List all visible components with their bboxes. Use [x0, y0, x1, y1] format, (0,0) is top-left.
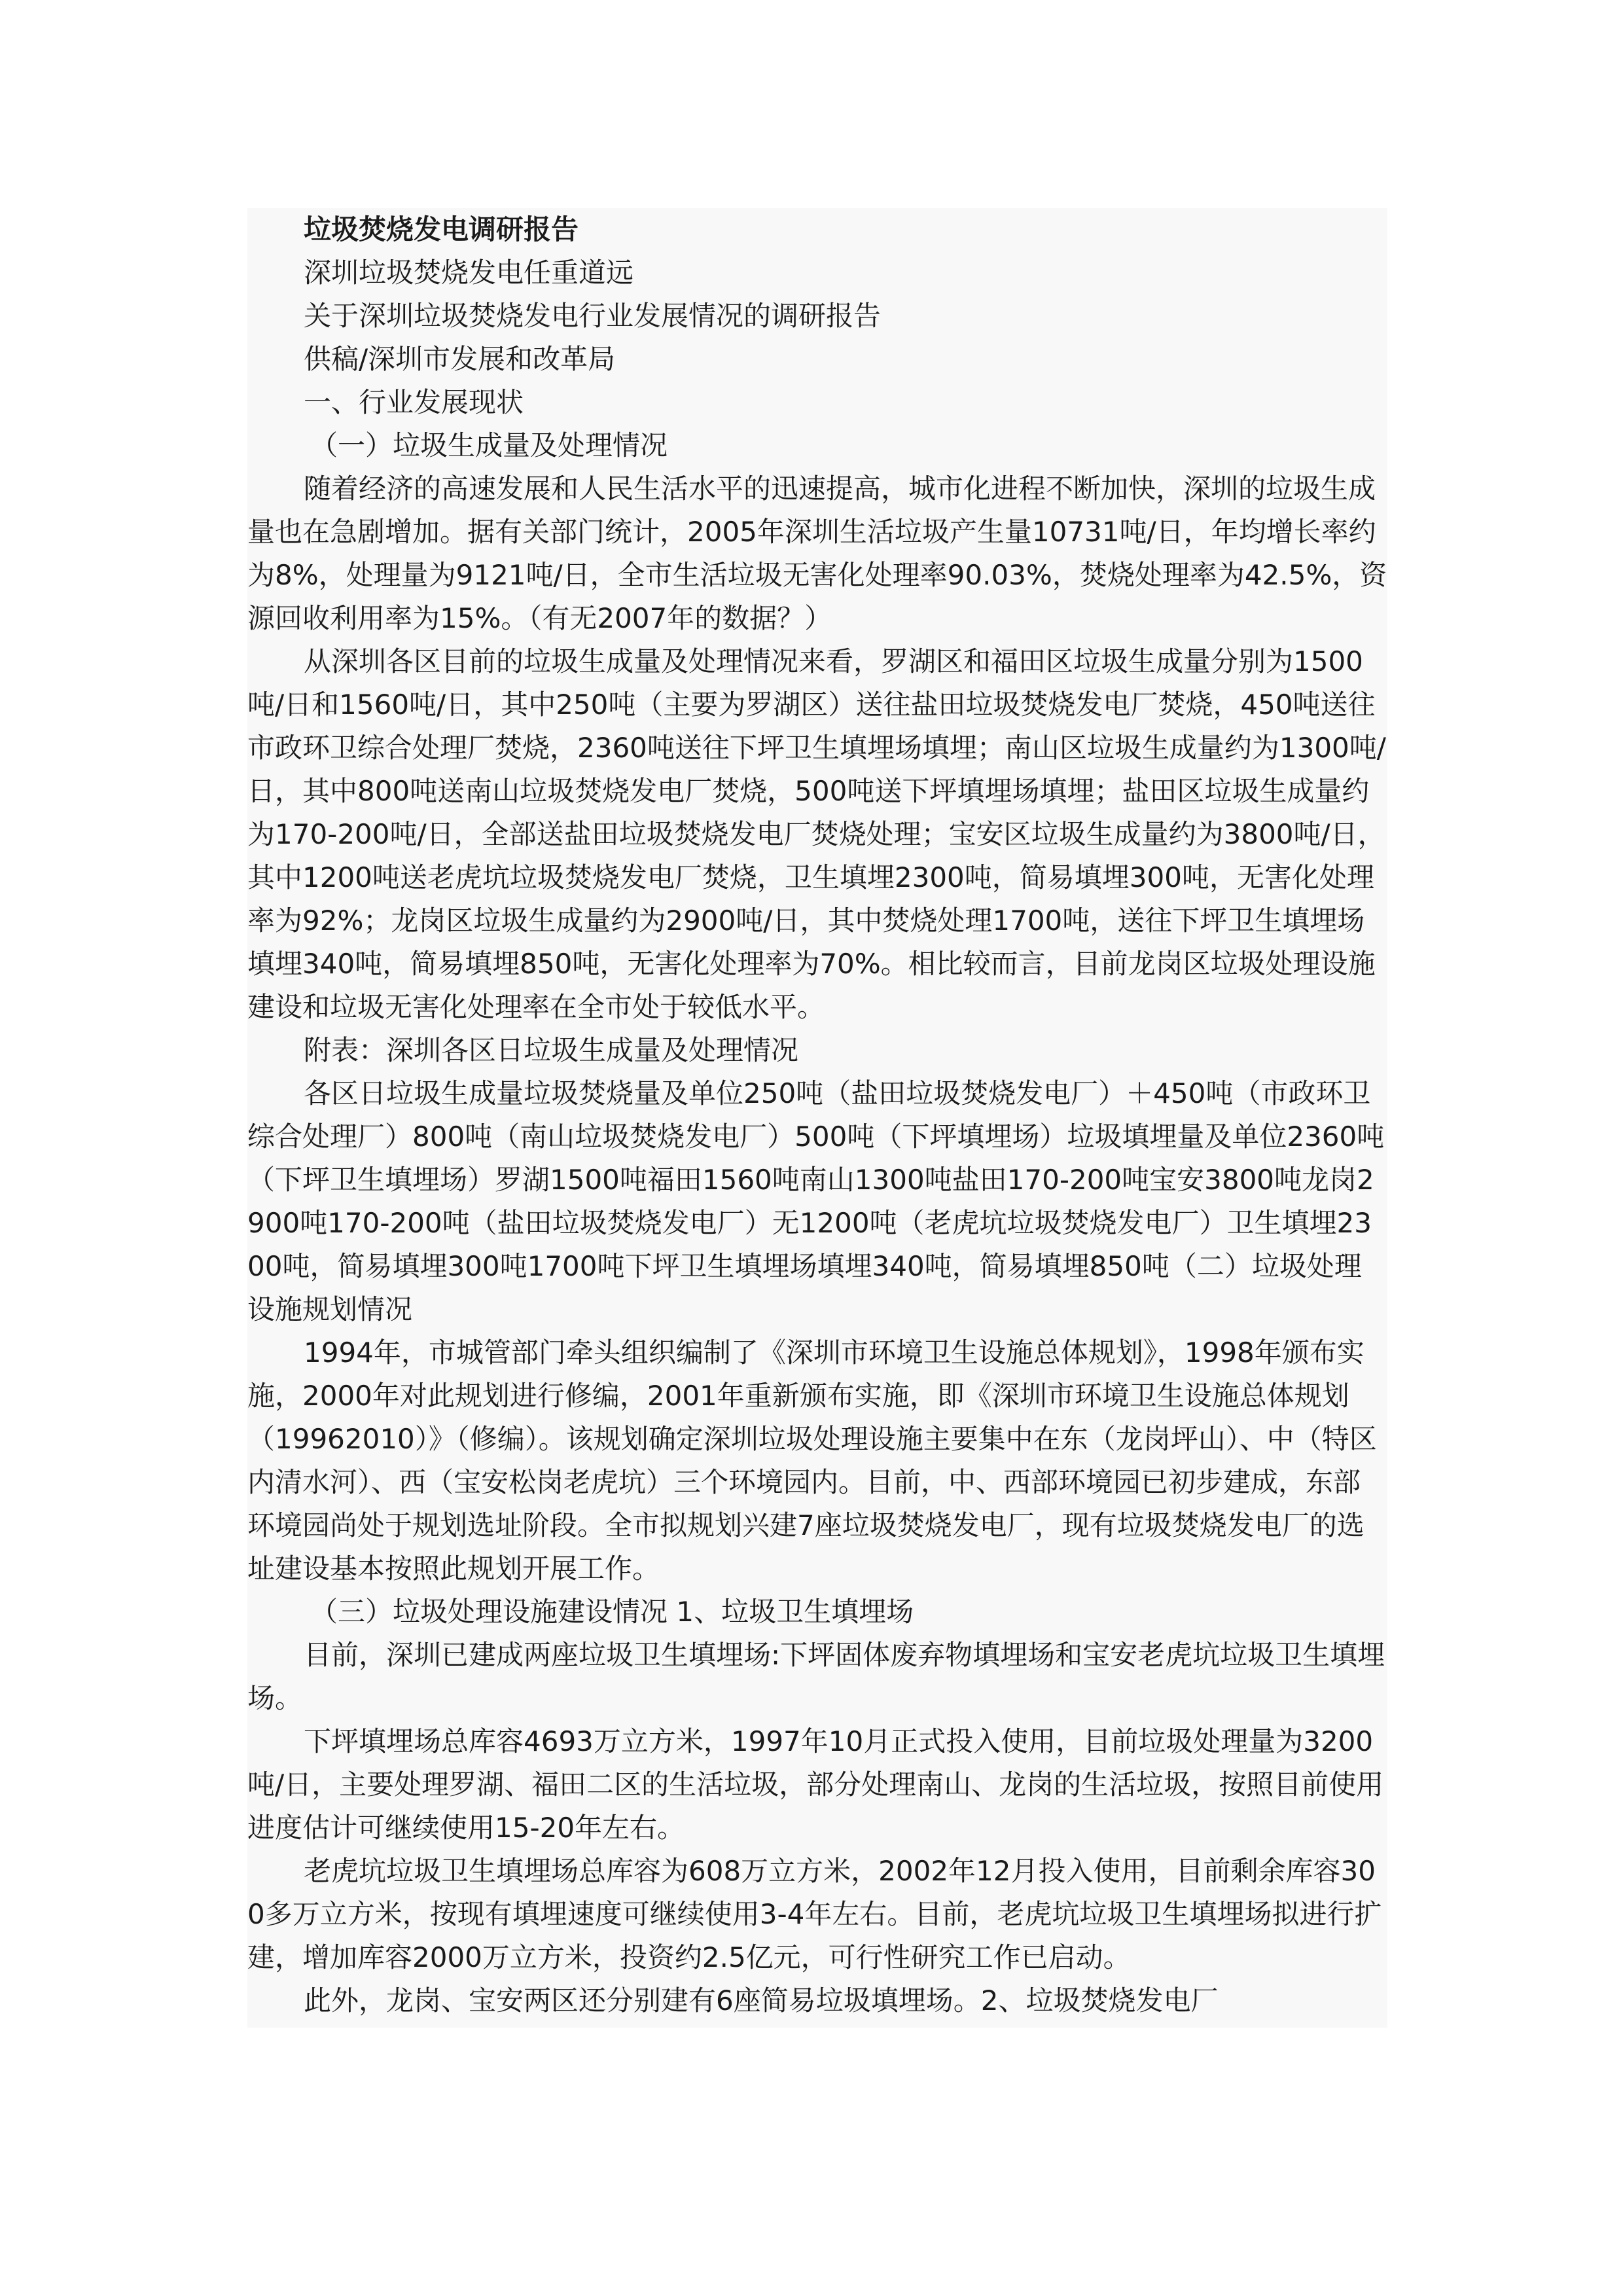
- document-title: 垃圾焚烧发电调研报告: [304, 213, 579, 245]
- document-subtitle: 深圳垃圾焚烧发电任重道远: [304, 257, 634, 289]
- report-source: 供稿/深圳市发展和改革局: [304, 343, 616, 375]
- report-title: 关于深圳垃圾焚烧发电行业发展情况的调研报告: [304, 300, 882, 332]
- paragraph: 各区日垃圾生成量垃圾焚烧量及单位250吨（盐田垃圾焚烧发电厂）＋450吨（市政环卫综合处理厂）800吨（南山垃圾焚烧发电厂）500吨（下坪填埋场）垃圾填埋量及单位2360吨（下坪卫生填埋场）罗湖1500吨福田1560吨南山1300吨盐田170-200吨宝安3800吨龙岗2900吨170-200吨（盐田垃圾焚烧发电厂）无1200吨（老虎坑垃圾焚烧发电厂）卫生填埋2300吨，简易填埋300吨1700吨下坪卫生填埋场填埋340吨，简易填埋850吨（二）垃圾处理设施规划情况: [247, 1077, 1385, 1325]
- paragraph: 目前，深圳已建成两座垃圾卫生填埋场:下坪固体废弃物填埋场和宝安老虎坑垃圾卫生填埋场。: [247, 1639, 1385, 1714]
- paragraph: 随着经济的高速发展和人民生活水平的迅速提高，城市化进程不断加快，深圳的垃圾生成量也在急剧增加。据有关部门统计，2005年深圳生活垃圾产生量10731吨/日，年均增长率约为8%，处理量为9121吨/日，全市生活垃圾无害化处理率90.03%，焚烧处理率为42.5%，资源回收利用率为15%。（有无2007年的数据？）: [247, 473, 1387, 634]
- subsection-heading: （一）垃圾生成量及处理情况: [310, 429, 668, 461]
- table-caption: 附表：深圳各区日垃圾生成量及处理情况: [304, 1034, 799, 1066]
- subsection-heading: （三）垃圾处理设施建设情况 1、垃圾卫生填埋场: [310, 1596, 914, 1628]
- document-body: [247, 208, 1387, 2028]
- paragraph: 1994年，市城管部门牵头组织编制了《深圳市环境卫生设施总体规划》，1998年颁布实施，2000年对此规划进行修编，2001年重新颁布实施，即《深圳市环境卫生设施总体规划（19962010）》（修编）。该规划确定深圳垃圾处理设施主要集中在东（龙岗坪山）、中（特区内清水河）、西（宝安松岗老虎坑）三个环境园内。目前，中、西部环境园已初步建成，东部环境园尚处于规划选址阶段。全市拟规划兴建7座垃圾焚烧发电厂，现有垃圾焚烧发电厂的选址建设基本按照此规划开展工作。: [247, 1336, 1377, 1585]
- paragraph: 此外，龙岗、宝安两区还分别建有6座简易垃圾填埋场。2、垃圾焚烧发电厂: [304, 1984, 1219, 2017]
- paragraph: 下坪填埋场总库容4693万立方米，1997年10月正式投入使用，目前垃圾处理量为3200吨/日，主要处理罗湖、福田二区的生活垃圾，部分处理南山、龙岗的生活垃圾，按照目前使用进度估计可继续使用15-20年左右。: [247, 1725, 1384, 1844]
- paragraph: 老虎坑垃圾卫生填埋场总库容为608万立方米，2002年12月投入使用，目前剩余库容300多万立方米，按现有填埋速度可继续使用3-4年左右。目前，老虎坑垃圾卫生填埋场拟进行扩建，增加库容2000万立方米，投资约2.5亿元，可行性研究工作已启动。: [247, 1855, 1382, 1973]
- section-heading: 一、行业发展现状: [304, 386, 524, 418]
- paragraph: 从深圳各区目前的垃圾生成量及处理情况来看，罗湖区和福田区垃圾生成量分别为1500吨/日和1560吨/日，其中250吨（主要为罗湖区）送往盐田垃圾焚烧发电厂焚烧，450吨送往市政环卫综合处理厂焚烧，2360吨送往下坪卫生填埋场填埋；南山区垃圾生成量约为1300吨/日，其中800吨送南山垃圾焚烧发电厂焚烧，500吨送下坪填埋场填埋；盐田区垃圾生成量约为170-200吨/日，全部送盐田垃圾焚烧发电厂焚烧处理；宝安区垃圾生成量约为3800吨/日，其中1200吨送老虎坑垃圾焚烧发电厂焚烧，卫生填埋2300吨，简易填埋300吨，无害化处理率为92%；龙岗区垃圾生成量约为2900吨/日，其中焚烧处理1700吨，送往下坪卫生填埋场填埋340吨，简易填埋850吨，无害化处理率为70%。相比较而言，目前龙岗区垃圾处理设施建设和垃圾无害化处理率在全市处于较低水平。: [247, 645, 1386, 1023]
